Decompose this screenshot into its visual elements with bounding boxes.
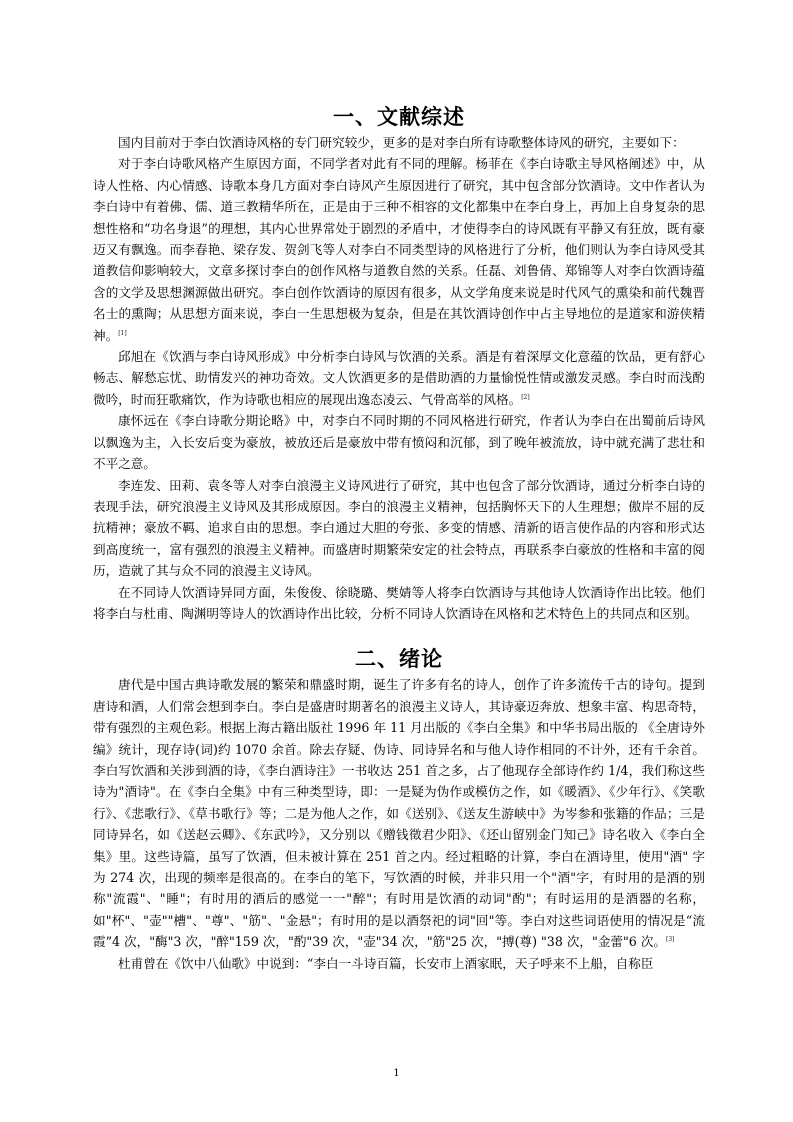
paragraph-text: 唐代是中国古典诗歌发展的繁荣和鼎盛时期，诞生了许多有名的诗人，创作了许多流传千古的诗句。提到唐诗和酒，人们常会想到李白。李白是盛唐时期著名的浪漫主义诗人，其诗豪迈奔放、想象丰富、构思奇特，带有强烈的主观色彩。根据上海古籍出版社 1996 年 11 月出版的《李白全集》和中华书局出版的 《全唐诗外编》统计，现存诗(词)约 1070 余首。除去存疑、伪诗、同诗异名和与他人诗作相同的不计外，还有千余首。李白写饮酒和关涉到酒的诗，《李白酒诗注》一书收达 251 首之多，占了他现存全部诗作约 1/4，我们称这些诗为"酒诗"。在《李白全集》中有三种类型诗，即：一是疑为伪作或模仿之作，如《暖酒》、《少年行》、《笑歌行》、《悲歌行》、《草书歌行》等；二是为他人之作，如《送别》、《送友生游峡中》为岑参和张籍的作品；三是同诗异名，如《送赵云卿》、《东武吟》，又分别以《赠钱徵君少阳》、《还山留别金门知己》诗名收入《李白全集》里。这些诗篇，虽写了饮酒，但未被计算在 251 首之内。经过粗略的计算，李白在酒诗里，使用"酒" 字为 274 次，出现的频率是很高的。在李白的笔下，写饮酒的时候，并非只用一个"酒"字，有时用的是酒的别称"流霞"、"睡"；有时用的酒后的感觉一一"醉"；有时用是饮酒的动词"酌"；有时运用的是酒器的名称，如"杯"、"壶""槽"、"尊"、"筋"、"金悬"；有时用的是以酒祭祀的词"回"等。李白对这些词语使用的情况是“流霞”4 次，"酶"3 次，"醉"159 次，"酌"39 次，"壶"34 次，"筋"25 次，"搏(尊) "38 次，"金蕾"6 次。 [93, 677, 705, 950]
paragraph [93, 674, 705, 952]
citation-marker: [1] [118, 329, 127, 337]
paragraph [93, 582, 705, 625]
citation-marker: [2] [521, 393, 530, 401]
paragraph-text: 杜甫曾在《饮中八仙歌》中说到：“李白一斗诗百篇，长安市上酒家眠，天子呼来不上船，自称臣 [118, 955, 654, 971]
paragraph-text: 李连发、田莉、袁冬等人对李白浪漫主义诗风进行了研究，其中也包含了部分饮酒诗，通过分析李白诗的表现手法，研究浪漫主义诗风及其形成原因。李白的浪漫主义精神，包括胸怀天下的人生理想；傲岸不屈的反抗精神；豪放不羁、追求自由的思想。李白通过大胆的夸张、多变的情感、清新的语言使作品的内容和形式达到高度统一，富有强烈的浪漫主义精神。而盛唐时期繁荣安定的社会特点，再联系李白豪放的性格和丰富的阅历，造就了其与众不同的浪漫主义诗风。 [93, 477, 705, 579]
paragraph [93, 410, 705, 474]
section-body-literature-review [93, 132, 705, 624]
paragraph-text: 国内目前对于李白饮酒诗风格的专门研究较少，更多的是对李白所有诗歌整体诗风的研究，主要如下： [118, 135, 685, 150]
paragraph-text: 邱旭在《饮酒与李白诗风形成》中分析李白诗风与饮酒的关系。酒是有着深厚文化意蕴的饮品，更有舒心畅志、解愁忘忧、助情发兴的神功奇效。文人饮酒更多的是借助酒的力量愉悦性情或激发灵感。李白时而浅酌微吟，时而狂歌痛饮，作为诗歌也相应的展现出逸态凌云、气骨高举的风格。 [93, 349, 705, 407]
paragraph [93, 346, 705, 410]
paragraph-text: 对于李白诗歌风格产生原因方面，不同学者对此有不同的理解。杨菲在《李白诗歌主导风格阐述》中，从诗人性格、内心情感、诗歌本身几方面对李白诗风产生原因进行了研究，其中包含部分饮酒诗。文中作者认为李白诗中有着佛、儒、道三教精华所在，正是由于三种不相容的文化都集中在李白身上，再加上自身复杂的思想性格和“功名身退”的理想，其内心世界常处于剧烈的矛盾中，才使得李白的诗风既有平静又有狂放，既有豪迈又有飘逸。而李春艳、梁存发、贺剑飞等人对李白不同类型诗的风格进行了分析，他们则认为李白诗风受其道教信仰影响较大，文章多探讨李白的创作风格与道教自然的关系。任磊、刘鲁倩、郑锦等人对李白饮酒诗蕴含的文学及思想渊源做出研究。李白创作饮酒诗的原因有很多，从文学角度来说是时代风气的熏染和前代魏晋名士的熏陶；从思想方面来说，李白一生思想极为复杂，但是在其饮酒诗创作中占主导地位的是道家和游侠精神。 [93, 156, 705, 343]
paragraph [93, 475, 705, 582]
paragraph-text: 在不同诗人饮酒诗异同方面，朱俊俊、徐晓璐、樊婧等人将李白饮酒诗与其他诗人饮酒诗作出比较。他们将李白与杜甫、陶渊明等诗人的饮酒诗作出比较，分析不同诗人饮酒诗在风格和艺术特色上的共同点和区别。 [93, 584, 705, 621]
paragraph [93, 132, 705, 153]
paragraph [93, 953, 705, 974]
paragraph-text: 康怀远在《李白诗歌分期论略》中，对李白不同时期的不同风格进行研究，作者认为李白在出蜀前后诗风以飘逸为主，入长安后变为豪放，被放还后是豪放中带有愤闷和沉郁，到了晚年被流放，诗中就充满了悲壮和不平之意。 [93, 413, 705, 472]
section-title-introduction: 二、绪论 [355, 647, 443, 672]
section-title-literature-review: 一、文献综述 [333, 105, 465, 129]
page-number: 1 [393, 1068, 400, 1079]
section-body-introduction [93, 674, 705, 974]
document-body [93, 96, 705, 974]
citation-marker: [3] [666, 936, 675, 944]
paragraph [93, 153, 705, 346]
